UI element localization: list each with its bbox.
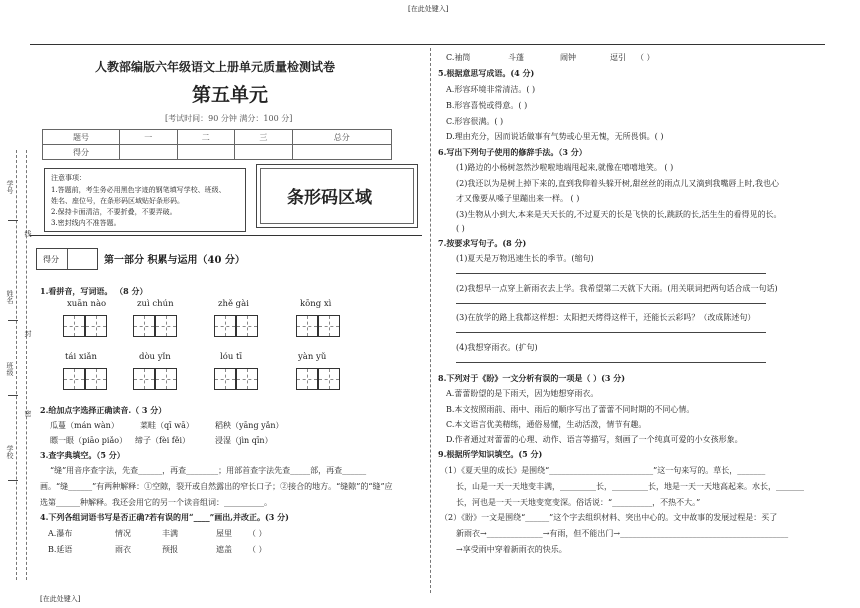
- q4-word: B.延语: [48, 545, 73, 554]
- q4-word: 丰满: [162, 529, 178, 538]
- q4-word: 屋里: [216, 529, 232, 538]
- q7-item: (3)在放学的路上我都这样想：太阳把天烤得这样干，还能长云彩吗？（改成陈述句）: [456, 313, 756, 322]
- writing-grid-cell[interactable]: [214, 315, 236, 337]
- q3-title: 3.查字典填空。（5 分）: [40, 450, 125, 460]
- pinyin-label: dòu yǐn: [139, 352, 171, 362]
- part1-score-label: 得分: [43, 255, 59, 264]
- score-input-2[interactable]: [177, 145, 235, 160]
- q2-option[interactable]: 瓜蔓（mán wàn）: [50, 421, 119, 430]
- q6-item[interactable]: 才又像要从嗓子里蹦出来一样。 ( ): [456, 194, 580, 203]
- q2-option[interactable]: 瞟一眼（piāo piǎo）: [50, 436, 128, 445]
- q8-option[interactable]: B.本文按照雨前、雨中、雨后的顺序写出了蕾蕾不同时期的不同心情。: [446, 405, 695, 414]
- q8-option[interactable]: A.蕾蕾盼望的是下雨天，因为她想穿雨衣。: [446, 389, 599, 398]
- writing-grid-cell[interactable]: [155, 368, 177, 390]
- q4-word: 情况: [115, 529, 131, 538]
- q3-text[interactable]: 画。“缝______”有两种解释：①空隙，裂开或自然露出的窄长口子；②接合的地方。“缝隙”的“缝”应: [40, 482, 393, 491]
- score-input-3[interactable]: [235, 145, 293, 160]
- pinyin-label: yàn yǔ: [298, 352, 327, 362]
- score-table-cell: 三: [235, 130, 293, 145]
- part1-score-box[interactable]: [36, 248, 98, 270]
- writing-grid-cell[interactable]: [318, 368, 340, 390]
- q4-word: 斗蓬: [508, 53, 524, 62]
- writing-grid-cell[interactable]: [236, 368, 258, 390]
- q5-title: 5.根据意思写成语。(4 分): [438, 68, 535, 78]
- q6-title: 6.写出下列句子使用的修辞手法。（3 分）: [438, 147, 587, 157]
- answer-line[interactable]: [456, 362, 766, 363]
- side-label-name: 姓名: [6, 290, 14, 304]
- q9-line[interactable]: （1）《夏天里的成长》是围绕“__________________________”这一句来写的。草长，_______: [440, 466, 766, 475]
- q2-title: 2.给加点字选择正确读音.（ 3 分）: [40, 405, 167, 415]
- footer-placeholder[interactable]: [在此处键入]: [40, 595, 81, 603]
- barcode-area: [256, 164, 418, 228]
- notes-line: 1.答题前，考生务必用黑色字迹的钢笔填写学校、班级、: [51, 186, 226, 194]
- q2-option[interactable]: 菜畦（qī wā）: [140, 421, 194, 430]
- side-label-seal: 封: [24, 330, 32, 337]
- pinyin-label: kōng xì: [300, 299, 332, 309]
- answer-line[interactable]: [456, 332, 766, 333]
- writing-grid-cell[interactable]: [155, 315, 177, 337]
- q7-item: (2)我想早一点穿上新雨衣去上学。我希望第二天就下大雨。(用关联词把两句话合成一句话): [456, 284, 778, 293]
- side-label-class: 班级: [6, 362, 14, 376]
- section-rule: [30, 235, 422, 236]
- writing-grid-cell[interactable]: [85, 368, 107, 390]
- notes-box: [44, 168, 246, 232]
- page-divider: [430, 48, 431, 593]
- score-table-cell: 二: [177, 130, 235, 145]
- q3-text[interactable]: “缝”用音序查字法，先查______，再查________；用部首查字法先查_____部，再查______: [50, 466, 367, 475]
- q4-word: 雨衣: [115, 545, 131, 554]
- q9-line[interactable]: 长，山是一天一天地变丰满，_________长，_________长，地是一天一天地高起来。水长，_______: [456, 482, 804, 491]
- q9-title: 9.根据所学知识填空。(5 分): [438, 449, 543, 459]
- q2-option[interactable]: 浸湿（jìn qīn）: [215, 436, 273, 445]
- score-table-cell: 一: [120, 130, 178, 145]
- score-table-cell: 题号: [43, 130, 120, 145]
- q4-title: 4.下列各组词语书写是否正确?若有误的用“____”画出,并改正。(3 分): [40, 512, 289, 522]
- pinyin-label: zhě gài: [218, 299, 249, 309]
- q4-answer[interactable]: （ ）: [248, 545, 267, 554]
- exam-info: [考试时间：90 分钟 满分：100 分]: [165, 114, 293, 123]
- score-table: [42, 129, 392, 160]
- q3-text[interactable]: 选第______种解释。我还会用它的另一个读音组词：__________。: [40, 498, 272, 507]
- part1-title: 第一部分 积累与运用（40 分）: [104, 255, 245, 266]
- q1-title: 1.看拼音，写词语。 （8 分）: [40, 286, 148, 296]
- q7-item: (1)夏天是万物迅速生长的季节。(缩句): [456, 254, 594, 263]
- q9-line[interactable]: 新雨衣→______________→有雨，但不能出门→__________________________________________: [456, 529, 789, 538]
- writing-grid-cell[interactable]: [318, 315, 340, 337]
- q5-item[interactable]: C.形容很满。( ): [446, 117, 504, 126]
- score-input-total[interactable]: [292, 145, 391, 160]
- q9-line[interactable]: （2）《盼》一文是围绕“______”这个字去组织材料、突出中心的。文中故事的发展过程是：买了: [440, 513, 778, 522]
- writing-grid-cell[interactable]: [133, 368, 155, 390]
- pinyin-label: zuì chún: [137, 299, 174, 309]
- pinyin-label: tái xiǎn: [65, 352, 97, 362]
- writing-grid-cell[interactable]: [63, 368, 85, 390]
- side-label-student-id: 学号: [6, 180, 14, 194]
- header-rule: [30, 44, 825, 45]
- q4-answer[interactable]: （ ）: [248, 529, 267, 538]
- q6-item[interactable]: ( ): [456, 224, 465, 233]
- q9-line[interactable]: 长，河也是一天一天地变宽变深。俗话说：“__________，不热不大。”: [456, 498, 701, 507]
- binding-line-outer: [16, 150, 17, 580]
- side-label-school: 学校: [6, 445, 14, 459]
- q6-item[interactable]: (2)我还以为是树上掉下来的,直到我仰着头躲开树,甜丝丝的雨点儿又滴到我嘴唇上时,我也心: [456, 179, 779, 188]
- q5-item[interactable]: A.形容环境非常清洁。( ): [446, 85, 536, 94]
- barcode-label: 条形码区域: [287, 188, 372, 208]
- q4-word: C.袖筒: [446, 53, 471, 62]
- notes-line: 3.密封线内不准答题。: [51, 219, 121, 227]
- pinyin-label: xuān nào: [67, 299, 107, 309]
- writing-grid-cell[interactable]: [214, 368, 236, 390]
- q4-word: 遮盖: [216, 545, 232, 554]
- q4-word: A.瀑布: [48, 529, 73, 538]
- writing-grid-cell[interactable]: [63, 315, 85, 337]
- q8-option[interactable]: D.作者通过对蕾蕾的心理、动作、语言等描写，刻画了一个纯真可爱的小女孩形象。: [446, 435, 743, 444]
- q8-option[interactable]: C.本文语言优美精练，通俗易懂，生动活泼，情节有趣。: [446, 420, 647, 429]
- writing-grid-cell[interactable]: [85, 315, 107, 337]
- q9-line[interactable]: →享受雨中穿着新雨衣的快乐。: [456, 545, 567, 554]
- answer-line[interactable]: [456, 273, 766, 274]
- notes-title: 注意事项：: [51, 174, 86, 182]
- side-label-secret: 密: [24, 410, 32, 417]
- binding-line-inner: [26, 150, 27, 580]
- q4-word: 逗引: [610, 53, 626, 62]
- q4-word: 闹钟: [560, 53, 576, 62]
- q2-option[interactable]: 稻秧（yāng yǎn）: [215, 421, 284, 430]
- q8-title: 8.下列对于《盼》一文分析有误的一项是（ ）(3 分): [438, 373, 626, 383]
- score-table-cell: 得分: [43, 145, 120, 160]
- side-label-line: 线: [24, 230, 32, 237]
- q7-item: (4)我想穿雨衣。(扩句): [456, 343, 538, 352]
- writing-grid-cell[interactable]: [296, 368, 318, 390]
- writing-grid-cell[interactable]: [296, 315, 318, 337]
- notes-line: 2.保持卡面清洁，不要折叠，不要弄破。: [51, 208, 177, 216]
- writing-grid-cell[interactable]: [236, 315, 258, 337]
- q5-item[interactable]: B.形容喜悦或得意。( ): [446, 101, 528, 110]
- answer-line[interactable]: [456, 303, 766, 304]
- q6-item[interactable]: (3)生物从小到大,本来是天天长的,不过夏天的长是飞快的长,跳跃的长,活生生的看得见的长。: [456, 210, 782, 219]
- q7-title: 7.按要求写句子。(8 分): [438, 238, 527, 248]
- score-input-1[interactable]: [120, 145, 178, 160]
- header-placeholder[interactable]: [在此处键入]: [408, 5, 449, 13]
- unit-title: 第五单元: [192, 84, 269, 106]
- q4-word: 预报: [162, 545, 178, 554]
- notes-line: 姓名、座位号，在条形码区域贴好条形码。: [51, 197, 184, 205]
- q2-option[interactable]: 缔子（fèi fěi）: [135, 436, 191, 445]
- q6-item[interactable]: (1)路边的小杨树忽然沙啦啦地端甩起来,就像在嘻嘻地笑。 ( ): [456, 163, 674, 172]
- q5-item[interactable]: D.理由充分，因而说话做事有气势或心里无愧，无所畏惧。( ): [446, 132, 664, 141]
- pinyin-label: lóu tī: [220, 352, 243, 362]
- writing-grid-cell[interactable]: [133, 315, 155, 337]
- exam-title: 人教部编版六年级语文上册单元质量检测试卷: [95, 60, 336, 74]
- score-table-cell: 总分: [292, 130, 391, 145]
- q4-answer[interactable]: （ ）: [636, 53, 655, 62]
